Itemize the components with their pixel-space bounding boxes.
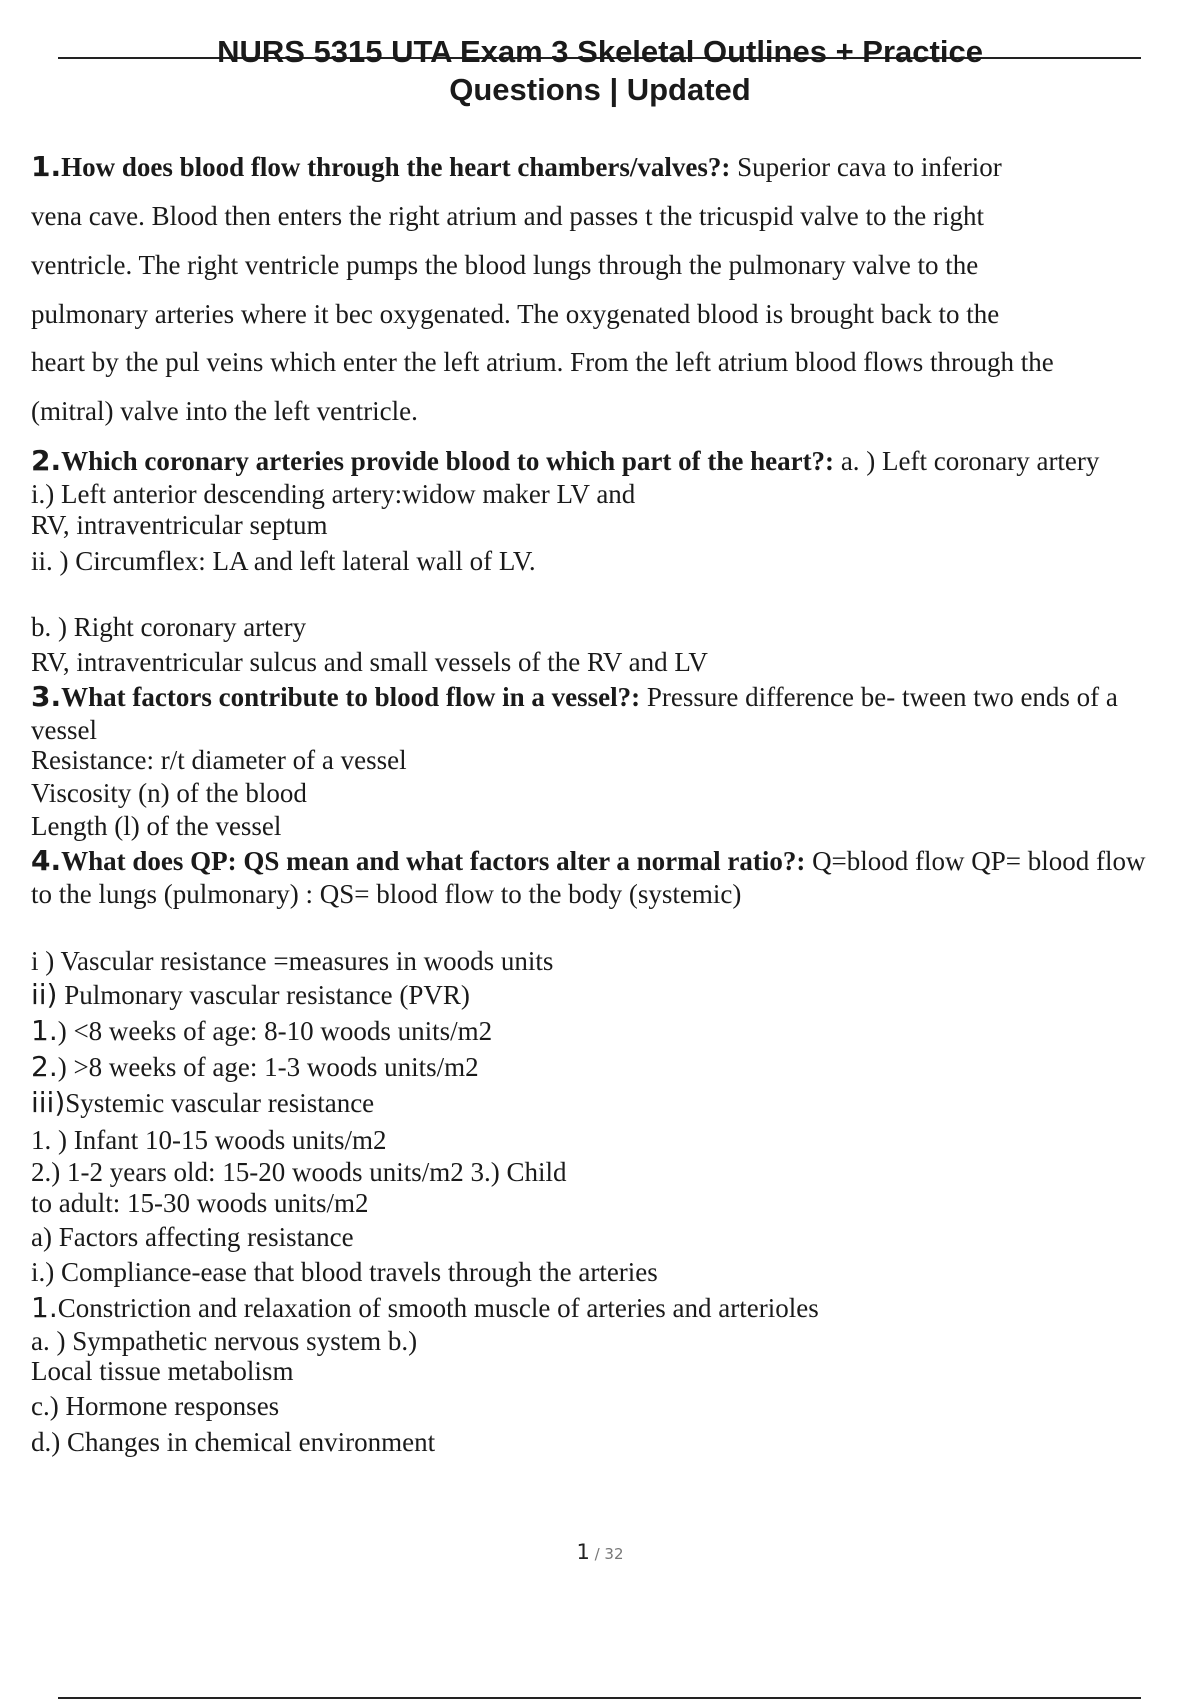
q4-question: What does QP: QS mean and what factors alter a normal ratio?: <box>61 846 806 876</box>
q1-line-4: pulmonary arteries where it bec oxygenated. The oxygenated blood is brought back to the <box>31 299 1000 329</box>
q3-question: What factors contribute to blood flow in a vessel?: <box>61 682 641 712</box>
page-indicator <box>0 1540 1200 1564</box>
q2-line-2: i.) Left anterior descending artery:widow maker LV and <box>31 479 636 509</box>
q3-line-1 <box>31 681 1118 713</box>
q2-line-1 <box>31 445 1099 477</box>
q2-number: 2. <box>31 444 62 477</box>
q4-line-4-text: Pulmonary vascular resistance (PVR) <box>57 980 470 1010</box>
q4-line-10: to adult: 15-30 woods units/m2 <box>31 1188 369 1218</box>
document-title-line-1: NURS 5315 UTA Exam 3 Skeletal Outlines + Practice <box>217 34 983 69</box>
q3-answer-start: Pressure difference be- tween two ends of a <box>640 682 1118 712</box>
q4-line-14: a. ) Sympathetic nervous system b.) <box>31 1326 418 1356</box>
q4-line-5-text: ) <8 weeks of age: 8-10 woods units/m2 <box>57 1016 493 1046</box>
q4-line-4-marker: ii) <box>31 978 58 1011</box>
q4-line-13 <box>31 1292 819 1324</box>
q4-line-8: 1. ) Infant 10-15 woods units/m2 <box>31 1125 387 1155</box>
q3-line-3: Resistance: r/t diameter of a vessel <box>31 745 407 775</box>
q4-line-7-marker: iii) <box>31 1086 66 1119</box>
q4-line-6-text: ) >8 weeks of age: 1-3 woods units/m2 <box>57 1052 479 1082</box>
q1-line-1 <box>31 151 1002 183</box>
q1-number: 1. <box>31 150 62 183</box>
q4-line-6-marker: 2. <box>31 1050 58 1083</box>
footer-rule <box>58 1697 1141 1699</box>
total-pages: / 32 <box>589 1545 624 1563</box>
q4-number: 4. <box>31 844 62 877</box>
q2-line-5: b. ) Right coronary artery <box>31 612 307 642</box>
q1-line-3: ventricle. The right ventricle pumps the blood lungs through the pulmonary valve to the <box>31 250 979 280</box>
q4-line-13-text: Constriction and relaxation of smooth muscle of arteries and arterioles <box>57 1293 819 1323</box>
q4-line-6 <box>31 1051 479 1083</box>
q4-line-1 <box>31 845 1146 877</box>
q4-line-7-text: Systemic vascular resistance <box>65 1088 375 1118</box>
q3-line-2: vessel <box>31 715 97 745</box>
q4-line-5 <box>31 1015 492 1047</box>
q4-line-9: 2.) 1-2 years old: 15-20 woods units/m2 3.) Child <box>31 1157 567 1187</box>
q4-answer-start: Q=blood flow QP= blood flow <box>805 846 1146 876</box>
q2-line-4: ii. ) Circumflex: LA and left lateral wall of LV. <box>31 546 536 576</box>
q1-line-5: heart by the pul veins which enter the left atrium. From the left atrium blood flows through the <box>31 347 1054 377</box>
q4-line-2: to the lungs (pulmonary) : QS= blood flow to the body (systemic) <box>31 879 742 909</box>
document-title-line-2: Questions | Updated <box>449 72 751 107</box>
q1-line-6: (mitral) valve into the left ventricle. <box>31 396 418 426</box>
q4-line-3: i ) Vascular resistance =measures in woods units <box>31 946 554 976</box>
q2-line-3: RV, intraventricular septum <box>31 510 328 540</box>
q4-line-16: c.) Hormone responses <box>31 1391 280 1421</box>
q3-line-4: Viscosity (n) of the blood <box>31 778 307 808</box>
q2-answer-start: a. ) Left coronary artery <box>834 446 1100 476</box>
q3-number: 3. <box>31 680 62 713</box>
q4-line-12: i.) Compliance-ease that blood travels through the arteries <box>31 1257 658 1287</box>
q4-line-15: Local tissue metabolism <box>31 1356 294 1386</box>
q4-line-13-marker: 1. <box>31 1291 58 1324</box>
current-page-number: 1 <box>576 1540 590 1564</box>
q4-line-17: d.) Changes in chemical environment <box>31 1427 436 1457</box>
q4-line-11: a) Factors affecting resistance <box>31 1222 354 1252</box>
q4-line-4 <box>31 979 470 1011</box>
q3-line-5: Length (l) of the vessel <box>31 811 282 841</box>
q2-line-6: RV, intraventricular sulcus and small vessels of the RV and LV <box>31 647 708 677</box>
q1-answer-start: Superior cava to inferior <box>730 152 1002 182</box>
q1-line-2: vena cave. Blood then enters the right atrium and passes t the tricuspid valve to the right <box>31 201 984 231</box>
q4-line-7 <box>31 1087 374 1119</box>
q4-line-5-marker: 1. <box>31 1014 58 1047</box>
q1-question: How does blood flow through the heart chambers/valves?: <box>61 152 731 182</box>
q2-question: Which coronary arteries provide blood to which part of the heart?: <box>61 446 835 476</box>
